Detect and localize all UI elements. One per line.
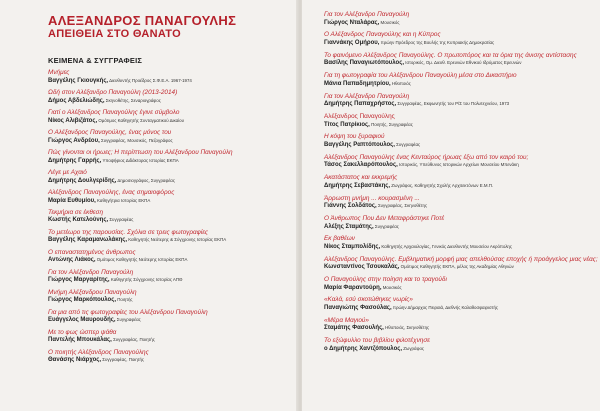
author-name: Βαγγέλης Γκιουγκής,: [48, 77, 109, 84]
entry-title: Με το φως ώσπερ ψάθα: [48, 328, 117, 336]
author-role: Ζωγράφος: [402, 345, 424, 351]
author-role: Συγγραφέας: [108, 217, 134, 223]
entry-title: Για τον Αλέξανδρο Παναγούλη: [324, 92, 410, 100]
author-role: Ιστορικός, Ομ. Διευθ. Ερευνών Εθνικού Ιδρύματος Ερευνών: [404, 60, 522, 66]
author-role: Ζωγράφος, Καθηγητής Σχολής Αρχιτεκτόνων Ε.Μ.Π.: [390, 182, 494, 188]
entry-author: [324, 304, 594, 312]
book-subtitle: ΑΠΕΙΘΕΙΑ ΣΤΟ ΘΑΝΑΤΟ: [48, 28, 181, 40]
entry-title: Πώς γίνονται οι ήρωες; Η περίπτωση του Αλέξανδρου Παναγούλη: [48, 148, 233, 156]
entry-title: Ο Παναγούλης στην ποίηση και το τραγούδι: [324, 276, 447, 284]
contents-entry: [324, 276, 594, 292]
author-role: πρώην Δήμαρχος Πειραιά, Διεθνής Καλαθοσφαιριστής: [391, 305, 499, 311]
entry-author: [48, 77, 292, 85]
entry-author: [324, 100, 594, 108]
entry-author: [324, 59, 594, 67]
entry-author: [48, 356, 292, 364]
author-name: Τάσος Σακελλαρόπουλος,: [324, 162, 398, 169]
entry-author: [324, 284, 594, 292]
author-name: Κωνσταντίνος Τσουκαλάς,: [324, 264, 400, 271]
author-role: Υποψήφιος Διδάκτορας Ιστορίας ΕΚΠΑ: [101, 157, 179, 163]
entry-author: [324, 243, 594, 251]
entry-author: [324, 141, 594, 149]
author-name: Αντώνης Λιάκος,: [48, 257, 96, 264]
author-name: Νίκος Αλιβιζάτος,: [48, 117, 98, 124]
author-role: Μουσικός: [381, 284, 402, 290]
entry-author: [324, 19, 594, 27]
author-name: Μαρία Ευθυμίου,: [48, 197, 96, 204]
author-role: Συγγραφέας: [115, 317, 141, 323]
entry-title: Για τη φωτογραφία του Αλέξανδρου Παναγούλη μέσα στο Δικαστήριο: [324, 72, 517, 80]
entry-title: Ο Αλέξανδρος Παναγούλης, ένας μόνος του: [48, 128, 172, 136]
entry-author: [324, 324, 594, 332]
author-name: Θανάσης Νιάρχος,: [48, 357, 102, 364]
entry-author: [48, 157, 292, 165]
entry-title: Για τον Αλέξανδρο Παναγούλη: [324, 11, 410, 18]
contents-entry: [324, 113, 594, 129]
contents-entry: [48, 169, 292, 185]
contents-entry: [48, 249, 292, 265]
entry-author: [48, 216, 292, 224]
entry-title: Γιατί ο Αλέξανδρος Παναγούλης έγινε σύμβολο: [48, 108, 180, 116]
author-role: Συγγραφέας: [373, 223, 399, 229]
book-title: ΑΛΕΞΑΝΔΡΟΣ ΠΑΝΑΓΟΥΛΗΣ: [48, 13, 237, 28]
entry-title: Το εξώφυλλο του βιβλίου φιλοτέχνησε: [324, 337, 430, 345]
entry-title: Μνήμη Αλέξανδρου Παναγούλη: [48, 288, 137, 296]
author-role: Διευθυντής Προέδρος Σ.Φ.Ε.Α. 1967-1974: [108, 77, 192, 83]
contents-entry: [48, 189, 292, 205]
author-role: Ομότιμος Καθηγητής ΕΚΠΑ, μέλος της Ακαδημίας Αθηνών: [399, 264, 514, 270]
entry-title: Αλέξανδρος Παναγούλης, ένας σημαιοφόρος: [48, 188, 175, 196]
author-role: Καθηγητής Νεότερης & Σύγχρονης Ιστορίας ΕΚΠΑ: [127, 237, 227, 243]
entry-title: Αλέξανδρος Παναγούλης ένας Κενταύρος ήρωας έξω από τον καιρό του;: [324, 153, 529, 161]
entry-title: «Μέρα Μαγιού»: [324, 316, 369, 324]
contents-entry: [324, 337, 594, 353]
entry-author: [48, 197, 292, 205]
contents-entry: [324, 215, 594, 231]
right-contents-list: [324, 11, 598, 353]
author-role: Συγγραφέας, Ποιητής: [111, 337, 155, 343]
author-role: Μουσικός: [379, 19, 400, 25]
entry-title: Εκ βαθέων: [324, 235, 355, 243]
contents-entry: [324, 255, 598, 272]
author-role: Καθηγητής Αρχαιολογίας, Γενικός Διευθυντής Μουσείου Ακρόπολης: [380, 243, 512, 249]
entry-author: [48, 117, 292, 125]
author-role: Ιστορικός, Υπεύθυνος Ιστορικών Αρχείων Μουσείου Μπενάκη: [397, 162, 519, 168]
entry-title: Λέγε με Αχαιό: [48, 168, 87, 176]
author-name: Δημήτρης Δουλγερίδης,: [48, 177, 117, 184]
contents-entry: [48, 229, 292, 245]
author-name: Γιαννάκης Ομήρου,: [324, 39, 380, 46]
entry-title: Ακατάστατος και εκκρεμής: [324, 174, 398, 182]
contents-entry: [48, 89, 292, 105]
entry-title: Η κόψη του ξυραφιού: [324, 133, 385, 141]
author-name: Γιώργος Νταλάρας,: [324, 19, 380, 26]
author-name: Βαγγέλης Καραμανωλάκης,: [48, 237, 127, 244]
author-role: Συγγραφέας, Εκφωνητής του Ρ/Σ του Πολυτεχνείου, 1973: [396, 101, 510, 107]
entry-author: [48, 316, 292, 324]
author-name: Δημήτρης Παπαχρήστος,: [324, 101, 397, 108]
left-contents-list: [48, 69, 292, 365]
contents-entry: [324, 235, 594, 251]
contents-entry: [324, 296, 594, 312]
entry-title: Το μετέωρο της παρουσίας. Σχόλια σε τρεις φωτογραφίες: [48, 228, 209, 236]
entry-title: Ο Αλέξανδρος Παναγούλης και η Κύπρος: [324, 31, 441, 39]
author-role: Ποιητής, Συγγραφέας: [369, 121, 413, 127]
entry-author: [324, 202, 594, 210]
entry-author: [48, 276, 292, 284]
author-role: Δημοσιογράφος, Συγγραφέας: [116, 177, 175, 183]
author-name: Μαρία Φαραντούρη,: [324, 284, 382, 291]
entry-author: [48, 256, 292, 264]
entry-author: [324, 182, 594, 190]
entry-title: Ο ποιητής Αλέξανδρος Παναγούλης: [48, 348, 149, 356]
contents-entry: [48, 149, 292, 165]
author-name: ο Δημήτρης Χαντζόπουλος,: [324, 345, 403, 352]
contents-entry: [324, 52, 594, 68]
entry-title: Αλέξανδρος Παναγούλης. Εμβληματική μορφή μιας απελθούσας εποχής ή προάγγελος μιας νέας;: [324, 255, 598, 263]
entry-author: [324, 39, 594, 47]
contents-entry: [324, 72, 594, 88]
author-name: Αλέξης Σταμάτης,: [324, 223, 374, 230]
author-role: Ομότιμος Καθηγητής Νεότερης Ιστορίας ΕΚΠΑ: [95, 257, 188, 263]
author-name: Βασίλης Παναγιωτόπουλος,: [324, 60, 405, 67]
author-role: Ηθοποιός, Σκηνοθέτης: [383, 325, 430, 331]
author-role: Συγγραφέας, Μουσικός, Πεζογράφος: [99, 137, 173, 143]
entry-title: Ωδή στον Αλέξανδρο Παναγούλη (2013-2014): [48, 88, 178, 96]
entry-title: Τεκμήρια σε έκθεση: [48, 208, 103, 216]
author-role: Ηθοποιός: [390, 80, 411, 86]
author-role: πρώην Πρόεδρος της Βουλής της Κυπριακής Δημοκρατίας: [379, 39, 495, 45]
entry-author: [324, 345, 594, 353]
author-name: Δημήτρης Σεβαστάκης,: [324, 182, 391, 189]
author-role: Συγγραφέας, Ποιητής: [101, 357, 145, 363]
entry-title: Ο επαναστατημένος άνθρωπος: [48, 248, 136, 256]
entry-author: [324, 263, 594, 271]
entry-title: Για τον Αλέξανδρο Παναγούλη: [48, 268, 134, 276]
entry-author: [48, 97, 292, 105]
author-role: Ομότιμος Καθηγητής Συνταγματικού Δικαίου: [97, 117, 184, 123]
author-role: Ποιητής: [116, 297, 133, 303]
author-name: Τίτος Πατρίκιος,: [324, 121, 370, 128]
contents-entry: [324, 317, 594, 333]
author-name: Παντελής Μπουκάλας,: [48, 337, 112, 344]
author-role: Καθηγήτρια Ιστορίας ΕΚΠΑ: [95, 197, 151, 203]
author-name: Δημήτρης Γαρρής,: [48, 157, 102, 164]
author-name: Σταμάτης Φασουλής,: [324, 325, 384, 332]
entry-author: [324, 121, 594, 129]
entry-author: [48, 236, 292, 244]
contents-entry: [48, 309, 292, 325]
contents-entry: [48, 329, 292, 345]
entry-title: Αλέξανδρος Παναγούλης: [324, 112, 395, 120]
contents-entry: [48, 269, 292, 285]
entry-author: [48, 296, 292, 304]
contents-entry: [324, 133, 594, 149]
entry-author: [48, 137, 292, 145]
contents-entry: [48, 289, 292, 305]
author-role: Συγγραφέας, Σκηνοθέτης: [376, 203, 428, 209]
entry-author: [48, 177, 292, 185]
contents-entry: [324, 11, 594, 27]
entry-author: [324, 80, 594, 88]
author-name: Νίκος Σταμπολίδης,: [324, 243, 381, 250]
contents-entry: [324, 154, 594, 170]
contents-entry: [324, 174, 594, 190]
right-page: [302, 0, 600, 411]
author-name: Γιάννης Σολδάτος,: [324, 203, 377, 210]
entry-author: [48, 336, 292, 344]
entry-title: «Καλά, εσύ σκοτώθηκες νωρίς»: [324, 296, 413, 304]
author-name: Παναγιώτης Φασούλας,: [324, 305, 392, 312]
entry-author: [324, 223, 594, 231]
author-name: Μάνια Παπαδημητρίου,: [324, 80, 391, 87]
author-name: Γιώργος Ανδρέου,: [48, 137, 100, 144]
entry-title: Άρρωστη μνήμη ... κουρασμένη ...: [324, 194, 420, 202]
contents-entry: [48, 129, 292, 145]
entry-title: Ο Άνθρωπος Που Δεν Μεταφράστηκε Ποτέ: [324, 214, 445, 222]
contents-entry: [48, 69, 292, 85]
contents-entry: [48, 349, 292, 365]
entry-title: Για μια από τις φωτογραφίες του Αλέξανδρου Παναγούλη: [48, 308, 208, 316]
left-page: [0, 0, 298, 411]
author-name: Ευάγγελος Μαυρουδής,: [48, 317, 116, 324]
entry-author: [324, 161, 594, 169]
contents-entry: [48, 209, 292, 225]
contents-entry: [324, 93, 594, 109]
entry-title: Το φαινόμενο Αλέξανδρος Παναγούλης. Ο πρωτοπόρος και τα όρια της άνισης αντίστασης: [324, 51, 577, 59]
contents-entry: [48, 109, 292, 125]
author-name: Βαγγέλης Ραπτόπουλος,: [324, 141, 395, 148]
section-heading: ΚΕΙΜΕΝΑ & ΣΥΓΓΡΑΦΕΙΣ: [48, 56, 143, 65]
author-role: Σκηνοθέτης, Σεναριογράφος: [104, 97, 161, 103]
author-name: Γιώργος Μαργαρίτης,: [48, 277, 110, 284]
author-name: Κωστής Κατελούνης,: [48, 217, 109, 224]
author-name: Γιώργος Μαρκόπουλος,: [48, 297, 116, 304]
author-name: Δήμος Αβδελιώδης,: [48, 97, 105, 104]
author-role: Συγγραφέας: [394, 141, 421, 147]
entry-title: Μνήμες: [48, 69, 70, 76]
contents-entry: [324, 195, 594, 211]
contents-entry: [324, 31, 594, 47]
author-role: Καθηγητής Σύγχρονης Ιστορίας ΑΠΘ: [109, 277, 183, 283]
